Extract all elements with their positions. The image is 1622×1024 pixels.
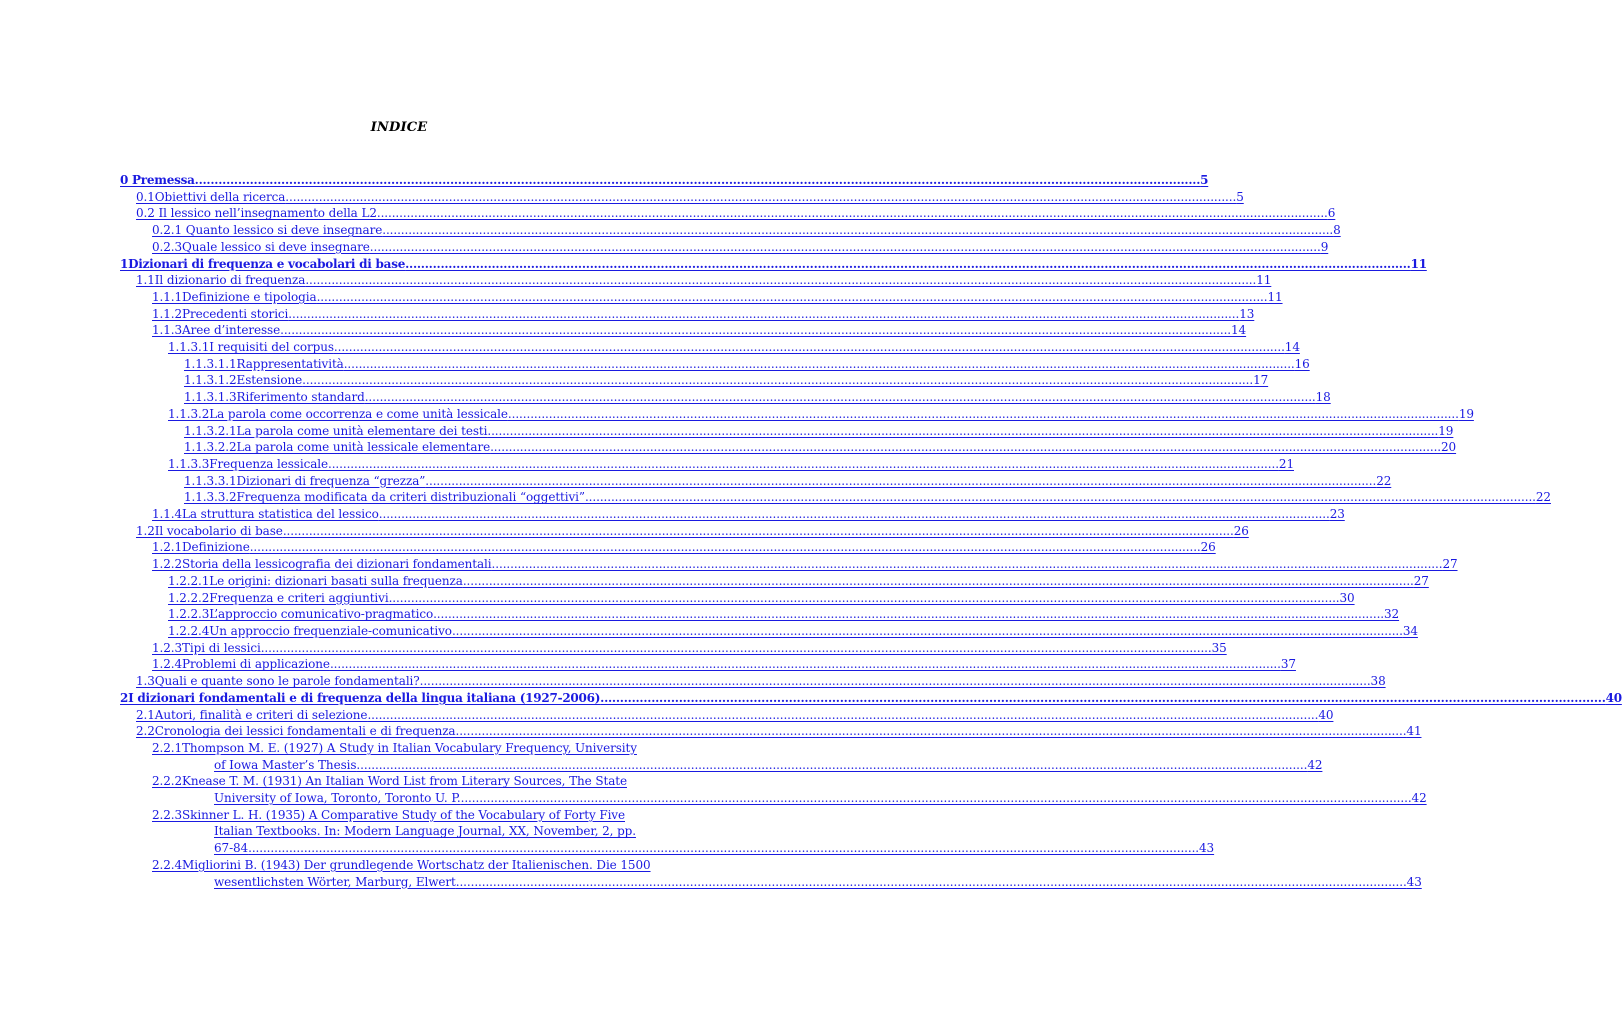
toc-entry-line[interactable]	[136, 723, 1422, 740]
toc-page-number[interactable]: 14	[1231, 323, 1247, 338]
toc-entry-line[interactable]	[152, 790, 1427, 807]
toc-page-number[interactable]: 19	[1438, 423, 1454, 438]
dot-leader: ................................................................................................................................................................................................................................................................	[487, 423, 1439, 438]
toc-entry[interactable]	[0, 539, 1216, 556]
dot-leader: ................................................................................................................................................................................................................................................................	[382, 223, 1334, 238]
dot-leader: ................................................................................................................................................................................................................................................................	[388, 590, 1340, 605]
toc-entry-line[interactable]	[136, 272, 1272, 289]
toc-page-number[interactable]: 19	[1458, 406, 1474, 421]
toc-page-number[interactable]: 11	[1410, 256, 1427, 271]
toc-entry-line[interactable]	[152, 823, 830, 840]
toc-entry[interactable]	[0, 707, 1334, 724]
toc-page-number[interactable]: 22	[1535, 490, 1551, 505]
toc-entry-label[interactable]: 0 Premessa	[120, 173, 195, 187]
toc-entry-line[interactable]	[184, 439, 1457, 456]
dot-leader: ................................................................................................................................................................................................................................................................	[260, 640, 1212, 655]
toc-page-number[interactable]: 18	[1315, 390, 1331, 405]
toc-entry-line[interactable]	[184, 473, 1392, 490]
toc-entry-line[interactable]	[136, 673, 1386, 690]
toc-entry-label[interactable]: 2.2Cronologia dei lessici fondamentali e di frequenza	[136, 724, 456, 739]
toc-entry[interactable]	[0, 239, 1329, 256]
toc-entry-label[interactable]: 2.2.2Knease T. M. (1931) An Italian Word List from Literary Sources, The State	[152, 774, 627, 789]
toc-page-number[interactable]: 16	[1294, 356, 1310, 371]
toc-entry-line[interactable]	[152, 740, 830, 757]
dot-leader: ................................................................................................................................................................................................................................................................	[285, 189, 1237, 204]
toc-entry-label[interactable]: 2I dizionari fondamentali e di frequenza della lingua italiana (1927-2006)	[120, 690, 601, 705]
toc-entry-line[interactable]	[152, 874, 1422, 891]
dot-leader: ................................................................................................................................................................................................................................................................	[356, 757, 1308, 772]
toc-entry[interactable]	[0, 473, 1392, 490]
toc-entry-label[interactable]: 1.2.1Definizione	[152, 540, 250, 555]
toc-entry-line[interactable]	[120, 172, 1209, 189]
table-of-contents	[0, 172, 1622, 890]
dot-leader: ................................................................................................................................................................................................................................................................	[460, 791, 1412, 806]
toc-entry[interactable]	[0, 205, 1336, 222]
toc-entry[interactable]	[0, 306, 1255, 323]
toc-entry-line[interactable]	[184, 356, 1310, 373]
toc-entry[interactable]	[0, 189, 1244, 206]
toc-entry-label[interactable]: 1Dizionari di frequenza e vocabolari di base	[120, 256, 406, 271]
dot-leader: ................................................................................................................................................................................................................................................................	[282, 523, 1234, 538]
toc-entry[interactable]	[0, 556, 1458, 573]
toc-page-number[interactable]: 30	[1339, 590, 1355, 605]
toc-page-number[interactable]: 27	[1442, 557, 1458, 572]
dot-leader: ................................................................................................................................................................................................................................................................	[343, 356, 1295, 371]
toc-entry-line[interactable]	[168, 406, 1474, 423]
toc-entry[interactable]	[0, 590, 1355, 607]
toc-entry-label[interactable]: 1.2.3Tipi di lessici	[152, 640, 261, 655]
toc-entry-label[interactable]: 0.2.1 Quanto lessico si deve insegnare	[152, 223, 383, 238]
toc-entry[interactable]	[0, 172, 1209, 189]
toc-entry-line[interactable]	[184, 489, 1551, 506]
toc-page-number[interactable]: 41	[1406, 724, 1422, 739]
dot-leader: ................................................................................................................................................................................................................................................................	[305, 273, 1257, 288]
dot-leader: ................................................................................................................................................................................................................................................................	[462, 573, 1414, 588]
dot-leader: ................................................................................................................................................................................................................................................................	[455, 874, 1407, 889]
toc-entry-line[interactable]	[152, 757, 1323, 774]
page-title: INDICE	[370, 120, 428, 135]
toc-entry[interactable]	[0, 256, 1427, 273]
toc-entry-label[interactable]: 67-84	[214, 841, 249, 856]
toc-page-number[interactable]: 37	[1280, 657, 1296, 672]
toc-entry-line[interactable]	[168, 623, 1418, 640]
dot-leader: ................................................................................................................................................................................................................................................................	[600, 690, 1606, 705]
dot-leader: ................................................................................................................................................................................................................................................................	[288, 306, 1240, 321]
toc-page-number[interactable]: 5	[1236, 189, 1244, 204]
toc-entry-line[interactable]	[152, 640, 1227, 657]
toc-entry-label[interactable]: 2.2.4Migliorini B. (1943) Der grundlegende Wortschatz der Italienischen. Die 1500	[152, 857, 651, 872]
dot-leader: ................................................................................................................................................................................................................................................................	[376, 206, 1328, 221]
toc-entry-line[interactable]	[152, 807, 830, 824]
toc-entry-line[interactable]	[120, 690, 1622, 707]
toc-page-number[interactable]: 42	[1411, 791, 1427, 806]
toc-entry-label[interactable]: 2.2.3Skinner L. H. (1935) A Comparative Study of the Vocabulary of Forty Five	[152, 807, 625, 822]
toc-entry-line[interactable]	[152, 857, 830, 874]
dot-leader: ................................................................................................................................................................................................................................................................	[507, 406, 1459, 421]
dot-leader: ................................................................................................................................................................................................................................................................	[302, 373, 1254, 388]
toc-page-number[interactable]: 43	[1406, 874, 1422, 889]
toc-entry-line[interactable]	[152, 289, 1283, 306]
toc-entry-label[interactable]: 1.2.2.1Le origini: dizionari basati sulla frequenza	[168, 573, 463, 588]
dot-leader: ................................................................................................................................................................................................................................................................	[248, 841, 1200, 856]
toc-entry-line[interactable]	[152, 556, 1458, 573]
toc-entry[interactable]	[0, 222, 1341, 239]
dot-leader: ................................................................................................................................................................................................................................................................	[280, 323, 1232, 338]
toc-entry[interactable]	[0, 289, 1283, 306]
toc-page-number[interactable]: 34	[1402, 623, 1418, 638]
toc-entry-line[interactable]	[152, 222, 1341, 239]
toc-page-number[interactable]: 26	[1233, 523, 1249, 538]
toc-entry-line[interactable]	[136, 707, 1334, 724]
toc-page-number[interactable]: 40	[1605, 690, 1622, 705]
dot-leader: ................................................................................................................................................................................................................................................................	[405, 256, 1411, 271]
dot-leader: ................................................................................................................................................................................................................................................................	[364, 390, 1316, 405]
toc-entry[interactable]	[0, 389, 1331, 406]
toc-entry[interactable]	[0, 857, 1422, 890]
toc-page-number[interactable]: 21	[1278, 456, 1294, 471]
toc-page-number[interactable]: 32	[1384, 607, 1400, 622]
toc-entry-line[interactable]	[184, 389, 1331, 406]
toc-entry-line[interactable]	[168, 456, 1294, 473]
toc-entry-label[interactable]: 1.1.4La struttura statistica del lessico	[152, 507, 379, 522]
toc-page-number[interactable]: 27	[1413, 573, 1429, 588]
dot-leader: ................................................................................................................................................................................................................................................................	[425, 473, 1377, 488]
toc-entry-label[interactable]: 0.2 Il lessico nell’insegnamento della L2	[136, 206, 377, 221]
toc-entry-line[interactable]	[152, 773, 830, 790]
dot-leader: ................................................................................................................................................................................................................................................................	[490, 440, 1441, 455]
toc-page-number[interactable]: 42	[1307, 757, 1323, 772]
toc-entry-line[interactable]	[152, 322, 1247, 339]
toc-entry-label[interactable]: 1.3Quali e quante sono le parole fondamentali?	[136, 674, 420, 689]
toc-entry-line[interactable]	[152, 656, 1296, 673]
toc-entry-label[interactable]: 1.1.3.3Frequenza lessicale	[168, 456, 328, 471]
toc-page-number[interactable]: 9	[1320, 239, 1329, 254]
dot-leader: ................................................................................................................................................................................................................................................................	[328, 456, 1279, 471]
toc-page-number[interactable]: 17	[1253, 373, 1269, 388]
dot-leader: ................................................................................................................................................................................................................................................................	[451, 623, 1403, 638]
toc-entry-label[interactable]: 1.1.1Definizione e tipologia	[152, 289, 317, 304]
toc-entry[interactable]	[0, 656, 1296, 673]
toc-entry-label[interactable]: 1.1.3.3.2Frequenza modificata da criteri distribuzionali “oggettivi”	[184, 490, 585, 505]
dot-leader: ................................................................................................................................................................................................................................................................	[194, 173, 1201, 187]
toc-page-number[interactable]: 26	[1200, 540, 1216, 555]
toc-entry-line[interactable]	[184, 372, 1269, 389]
dot-leader: ................................................................................................................................................................................................................................................................	[369, 239, 1321, 254]
toc-entry-label[interactable]: 1.2.2.4Un approccio frequenziale-comunicativo	[168, 623, 452, 638]
toc-entry-label[interactable]: 1.1Il dizionario di frequenza	[136, 273, 306, 288]
toc-page-number[interactable]: 40	[1318, 707, 1334, 722]
toc-entry[interactable]	[0, 807, 1215, 857]
toc-entry-label[interactable]: 1.1.3.2La parola come occorrenza e come unità lessicale	[168, 406, 508, 421]
toc-entry-line[interactable]	[168, 339, 1300, 356]
toc-entry-label[interactable]: 1.2.2.2Frequenza e criteri aggiuntivi	[168, 590, 389, 605]
toc-entry-label[interactable]: 1.2.4Problemi di applicazione	[152, 657, 330, 672]
dot-leader: ................................................................................................................................................................................................................................................................	[491, 557, 1443, 572]
toc-entry-label[interactable]: 0.2.3Quale lessico si deve insegnare	[152, 239, 370, 254]
toc-entry-label[interactable]: Italian Textbooks. In: Modern Language Journal, XX, November, 2, pp.	[214, 824, 636, 839]
toc-entry[interactable]	[0, 740, 1323, 773]
toc-entry[interactable]	[0, 439, 1457, 456]
toc-entry-label[interactable]: 2.1Autori, finalità e criteri di selezione	[136, 707, 368, 722]
toc-entry[interactable]	[0, 423, 1454, 440]
toc-entry-line[interactable]	[168, 606, 1400, 623]
toc-page-number[interactable]: 38	[1370, 674, 1386, 689]
toc-entry-label[interactable]: wesentlichsten Wörter, Marburg, Elwert	[214, 874, 456, 889]
toc-entry-label[interactable]: 1.1.3.3.1Dizionari di frequenza “grezza”	[184, 473, 426, 488]
toc-entry-line[interactable]	[136, 189, 1244, 206]
toc-page-number[interactable]: 14	[1284, 340, 1300, 355]
toc-entry[interactable]	[0, 322, 1247, 339]
toc-entry[interactable]	[0, 573, 1429, 590]
dot-leader: ................................................................................................................................................................................................................................................................	[584, 490, 1536, 505]
toc-entry-label[interactable]: University of Iowa, Toronto, Toronto U. P.	[214, 791, 461, 806]
toc-entry[interactable]	[0, 723, 1422, 740]
toc-entry-line[interactable]	[136, 523, 1249, 540]
dot-leader: ................................................................................................................................................................................................................................................................	[433, 607, 1384, 622]
toc-entry-line[interactable]	[184, 423, 1454, 440]
toc-entry-label[interactable]: 1.1.3.2.2La parola come unità lessicale elementare	[184, 440, 491, 455]
toc-entry[interactable]	[0, 673, 1386, 690]
toc-page-number[interactable]: 20	[1441, 440, 1457, 455]
toc-entry[interactable]	[0, 523, 1249, 540]
toc-page-number[interactable]: 35	[1211, 640, 1227, 655]
toc-entry[interactable]	[0, 406, 1474, 423]
toc-entry[interactable]	[0, 773, 1427, 806]
toc-page-number[interactable]: 6	[1327, 206, 1336, 221]
dot-leader: ................................................................................................................................................................................................................................................................	[455, 724, 1407, 739]
toc-page-number[interactable]: 22	[1376, 473, 1392, 488]
toc-entry-line[interactable]	[120, 256, 1427, 273]
toc-entry-label[interactable]: 1.1.3.1.3Riferimento standard	[184, 390, 365, 405]
toc-entry-label[interactable]: 1.1.2Precedenti storici	[152, 306, 289, 321]
toc-entry-label[interactable]: 1.1.3.2.1La parola come unità elementare dei testi	[184, 423, 488, 438]
toc-page-number[interactable]: 23	[1329, 507, 1345, 522]
toc-entry[interactable]	[0, 606, 1400, 623]
toc-entry-line[interactable]	[136, 205, 1336, 222]
toc-page-number[interactable]: 11	[1267, 289, 1283, 304]
toc-entry-label[interactable]: 1.1.3.1.2Estensione	[184, 373, 303, 388]
toc-entry-label[interactable]: 0.1Obiettivi della ricerca	[136, 189, 286, 204]
dot-leader: ................................................................................................................................................................................................................................................................	[249, 540, 1201, 555]
toc-entry[interactable]	[0, 690, 1622, 707]
dot-leader: ................................................................................................................................................................................................................................................................	[367, 707, 1319, 722]
dot-leader: ................................................................................................................................................................................................................................................................	[333, 340, 1285, 355]
toc-entry[interactable]	[0, 640, 1227, 657]
dot-leader: ................................................................................................................................................................................................................................................................	[419, 674, 1371, 689]
toc-page-number[interactable]: 13	[1239, 306, 1255, 321]
toc-page-number[interactable]: 8	[1333, 223, 1341, 238]
toc-entry-label[interactable]: 1.2.2Storia della lessicografia dei dizionari fondamentali	[152, 557, 492, 572]
toc-entry-label[interactable]: 1.1.3.1I requisiti del corpus	[168, 340, 334, 355]
toc-page-number[interactable]: 43	[1199, 841, 1215, 856]
toc-entry[interactable]	[0, 623, 1418, 640]
toc-entry-line[interactable]	[152, 539, 1216, 556]
toc-entry[interactable]	[0, 489, 1551, 506]
toc-entry-label[interactable]: 1.1.3Aree d’interesse	[152, 323, 281, 338]
dot-leader: ................................................................................................................................................................................................................................................................	[329, 657, 1281, 672]
dot-leader: ................................................................................................................................................................................................................................................................	[378, 507, 1330, 522]
toc-entry-label[interactable]: 1.1.3.1.1Rappresentatività	[184, 356, 344, 371]
toc-entry-line[interactable]	[168, 573, 1429, 590]
dot-leader: ................................................................................................................................................................................................................................................................	[316, 289, 1268, 304]
toc-page-number[interactable]: 5	[1200, 173, 1209, 187]
toc-entry-line[interactable]	[152, 840, 1215, 857]
toc-entry-line[interactable]	[152, 506, 1345, 523]
toc-entry[interactable]	[0, 456, 1294, 473]
toc-entry[interactable]	[0, 356, 1310, 373]
toc-entry-line[interactable]	[152, 306, 1255, 323]
toc-entry-line[interactable]	[168, 590, 1355, 607]
toc-entry-label[interactable]: 1.2Il vocabolario di base	[136, 523, 283, 538]
toc-page-number[interactable]: 11	[1256, 273, 1272, 288]
toc-entry-line[interactable]	[152, 239, 1329, 256]
toc-entry-label[interactable]: 2.2.1Thompson M. E. (1927) A Study in Italian Vocabulary Frequency, University	[152, 740, 637, 755]
toc-entry[interactable]	[0, 506, 1345, 523]
toc-entry-label[interactable]: 1.2.2.3L’approccio comunicativo-pragmatico	[168, 607, 434, 622]
toc-entry-label[interactable]: of Iowa Master’s Thesis	[214, 757, 357, 772]
toc-entry[interactable]	[0, 339, 1300, 356]
toc-entry[interactable]	[0, 272, 1272, 289]
toc-entry[interactable]	[0, 372, 1269, 389]
